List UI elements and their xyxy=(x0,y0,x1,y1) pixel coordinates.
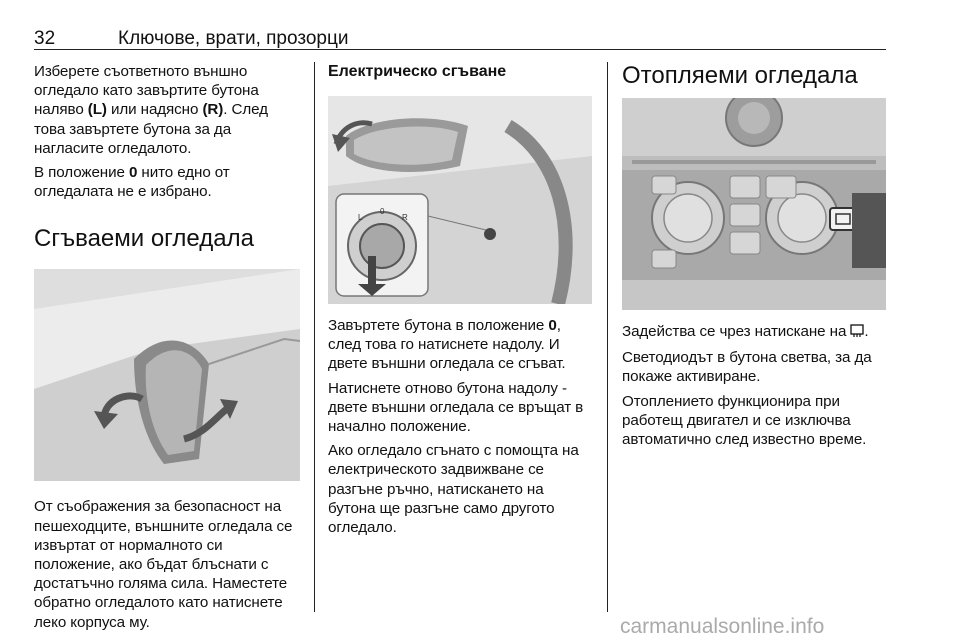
knob-label-l: L xyxy=(358,213,363,222)
heated-mirror-button-illustration xyxy=(622,98,886,310)
paragraph: Ако огледало сгънато с помощта на електрическото задвижване се разгъне ръчно, натискането на бутона ще разгъне само другото огледало. xyxy=(328,442,579,537)
paragraph: Натиснете отново бутона надолу - двете външни огледала се връщат в начално положение. xyxy=(328,379,584,436)
section-heading: Сгъваеми огледала xyxy=(34,225,254,253)
paragraph: Изберете съответното външно огледало като завъртите бутона наляво (L) или надясно (R). След това завъртете бутона за да нагласите огледалото. xyxy=(34,63,268,157)
section-heading: Електрическо сгъване xyxy=(328,63,507,80)
paragraph: Задейства се чрез натискане на . xyxy=(622,322,888,343)
column-right xyxy=(622,62,888,454)
section-heading: Отопляеми огледала xyxy=(622,62,858,89)
chapter-title: Ключове, врати, прозорци xyxy=(118,28,349,49)
electric-folding-illustration xyxy=(328,96,592,304)
column-left xyxy=(34,62,302,637)
knob-label-r: R xyxy=(402,213,408,222)
page-number: 32 xyxy=(34,28,56,49)
paragraph: Отоплението функционира при работещ двигател и се изключва автоматично след известно време. xyxy=(622,392,867,449)
column-middle xyxy=(328,62,594,542)
paragraph: От съображения за безопасност на пешеходците, външните огледала се извъртат от нормалното си положение, ако бъдат блъснати с достатъчно голяма сила. Наместете обратно огледалото като натиснете леко корпуса му. xyxy=(34,498,293,631)
knob-label-zero: 0 xyxy=(380,207,385,216)
header-rule xyxy=(34,49,886,50)
folding-mirror-illustration xyxy=(34,269,300,481)
paragraph: Светодиодът в бутона светва, за да покаже активиране. xyxy=(622,349,872,386)
column-divider xyxy=(607,62,608,612)
column-divider xyxy=(314,62,315,612)
heated-mirror-icon xyxy=(850,324,864,343)
watermark: carmanualsonline.info xyxy=(620,615,825,638)
paragraph: В положение 0 нито едно от огледалата не е избрано. xyxy=(34,164,230,201)
paragraph: Завъртете бутона в положение 0, след това го натиснете надолу. И двете външни огледала се сгъват. xyxy=(328,317,566,373)
